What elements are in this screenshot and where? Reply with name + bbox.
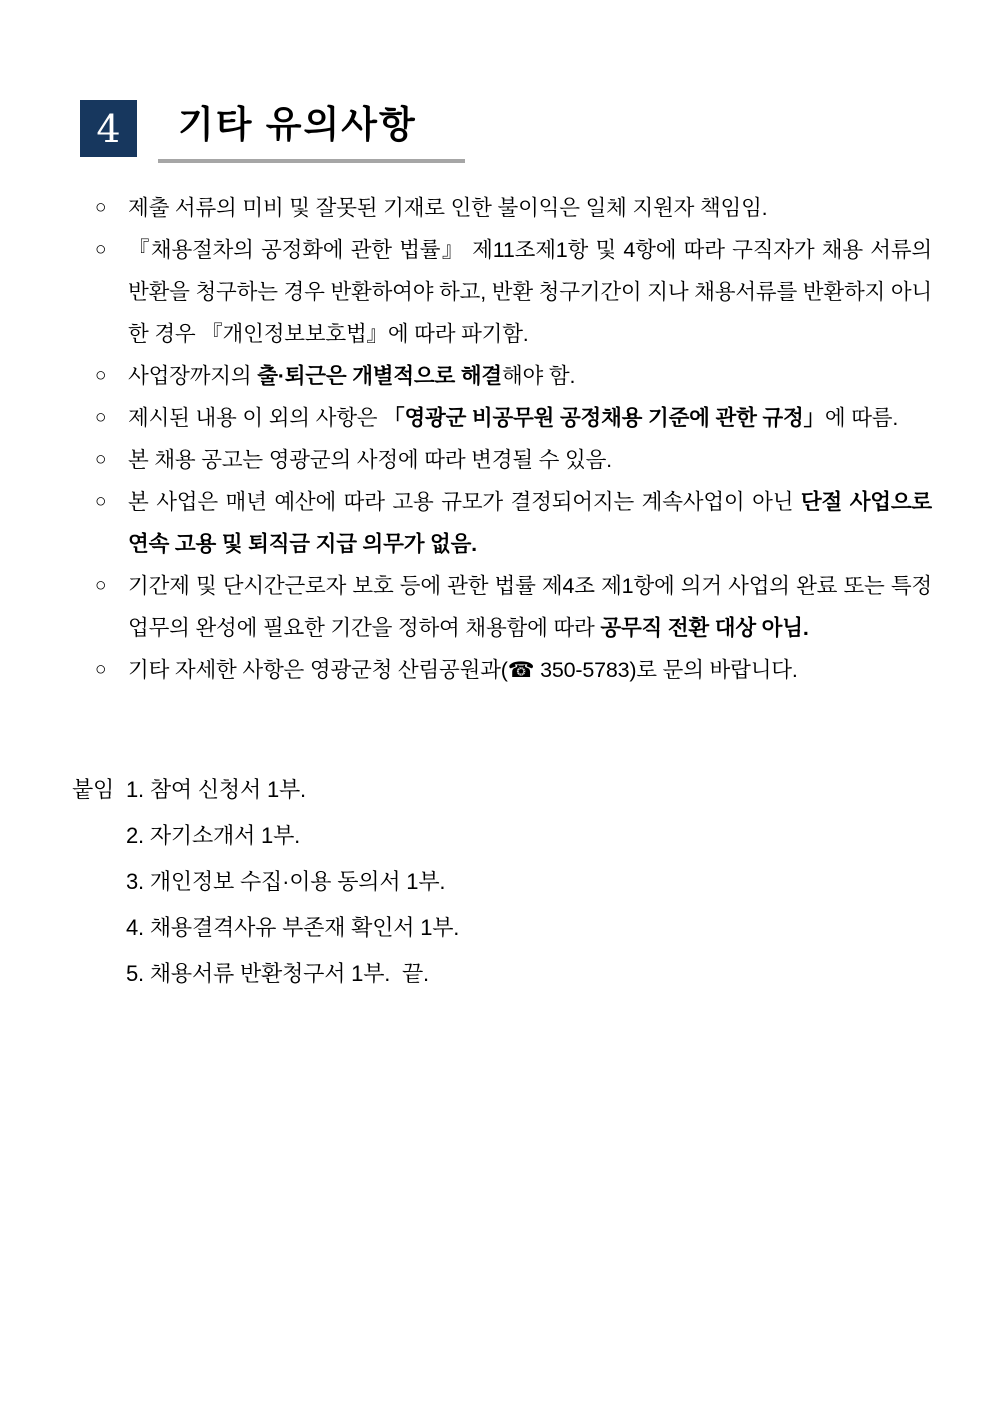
notice-text: 기타 자세한 사항은 영광군청 산림공원과(☎ 350-5783)로 문의 바랍니다. (128, 658, 798, 682)
notice-item (95, 355, 932, 397)
circle-bullet-icon: ○ (95, 365, 107, 386)
notice-item (95, 565, 932, 649)
notice-text: 제출 서류의 미비 및 잘못된 기재로 인한 불이익은 일체 지원자 책임임. (128, 196, 768, 220)
notices-list (95, 187, 932, 691)
notice-text: 본 사업은 매년 예산에 따라 고용 규모가 결정되어지는 계속사업이 아닌 단절 사업으로 연속 고용 및 퇴직금 지급 의무가 없음. (128, 490, 932, 556)
notice-text: 『채용절차의 공정화에 관한 법률』 제11조제1항 및 4항에 따라 구직자가 채용 서류의 반환을 청구하는 경우 반환하여야 하고, 반환 청구기간이 지나 채용서류를 반환하지 아니한 경우 『개인정보보호법』에 따라 파기함. (128, 238, 932, 346)
attachment-item: 5. 채용서류 반환청구서 1부. 끝. (126, 961, 429, 986)
attachments-label: 붙임 (72, 777, 115, 802)
attachment-item: 3. 개인정보 수집·이용 동의서 1부. (126, 869, 446, 894)
attachments-list (126, 767, 459, 997)
circle-bullet-icon: ○ (95, 575, 107, 596)
notice-item (95, 187, 932, 229)
section-title: 기타 유의사항 (158, 100, 465, 163)
section-header (80, 100, 992, 163)
circle-bullet-icon: ○ (95, 239, 107, 260)
section-number-badge (80, 100, 137, 157)
notice-text: 사업장까지의 출·퇴근은 개별적으로 해결해야 함. (128, 364, 576, 388)
notice-item (95, 439, 932, 481)
section-number: 4 (96, 106, 121, 151)
circle-bullet-icon: ○ (95, 491, 107, 512)
notice-text: 제시된 내용 이 외의 사항은 「영광군 비공무원 공정채용 기준에 관한 규정」에 따름. (128, 406, 899, 430)
circle-bullet-icon: ○ (95, 197, 107, 218)
attachment-item: 4. 채용결격사유 부존재 확인서 1부. (126, 915, 460, 940)
notice-item (95, 481, 932, 565)
attachment-item: 1. 참여 신청서 1부. (126, 777, 306, 802)
notice-text: 기간제 및 단시간근로자 보호 등에 관한 법률 제4조 제1항에 의거 사업의 완료 또는 특정업무의 완성에 필요한 기간을 정하여 채용함에 따라 공무직 전환 대상 아님. (128, 574, 932, 640)
notice-item (95, 229, 932, 355)
attachments (72, 767, 932, 997)
circle-bullet-icon: ○ (95, 659, 107, 680)
notice-item (95, 649, 932, 691)
notice-text: 본 채용 공고는 영광군의 사정에 따라 변경될 수 있음. (128, 448, 612, 472)
circle-bullet-icon: ○ (95, 407, 107, 428)
notice-item (95, 397, 932, 439)
circle-bullet-icon: ○ (95, 449, 107, 470)
attachment-item: 2. 자기소개서 1부. (126, 823, 301, 848)
